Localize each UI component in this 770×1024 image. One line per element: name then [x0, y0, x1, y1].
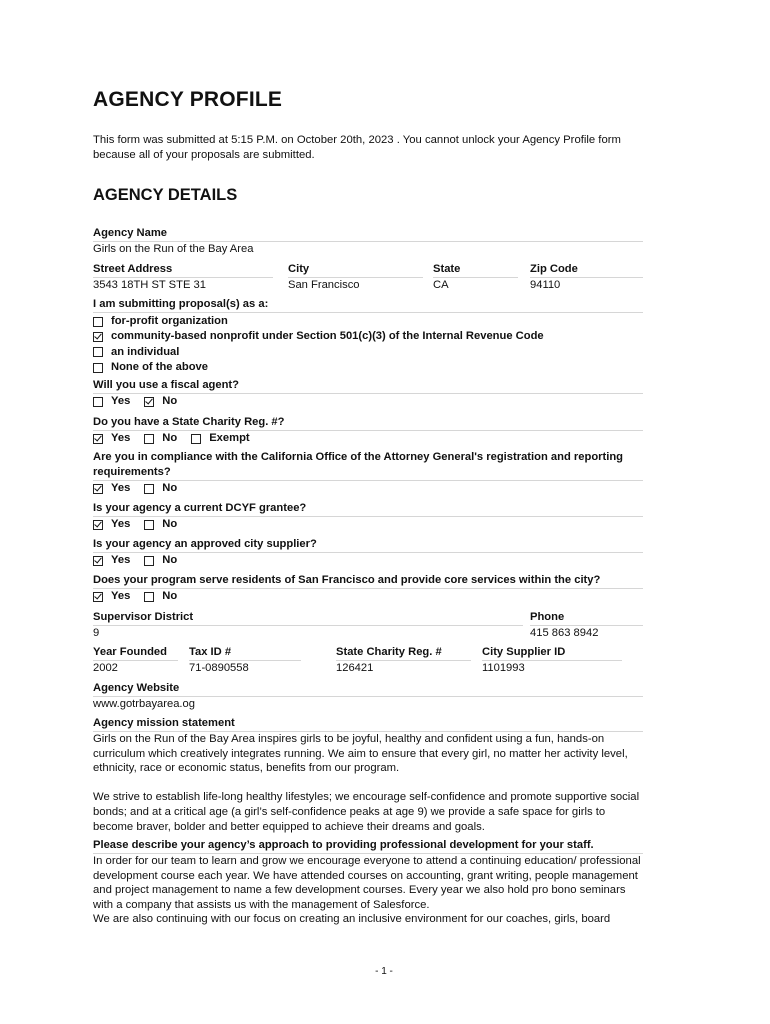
option-yes[interactable] [93, 517, 130, 532]
address-row [93, 262, 643, 294]
option-label: for-profit organization [111, 315, 228, 328]
street-label: Street Address [93, 262, 273, 278]
checkbox-icon [144, 592, 154, 602]
checkbox-icon [93, 592, 103, 602]
option-label: Yes [111, 482, 131, 495]
checkbox-icon [144, 484, 154, 494]
charity-reg-label: State Charity Reg. # [336, 645, 471, 661]
question-dcyf-grantee [93, 501, 643, 532]
option-yes[interactable] [93, 589, 130, 604]
question-charity-reg [93, 415, 643, 446]
question-city-supplier [93, 537, 643, 568]
option-yes[interactable] [93, 481, 130, 496]
city-value: San Francisco [288, 279, 360, 291]
submitting-label: I am submitting proposal(s) as a: [93, 297, 643, 313]
option-label: community-based nonprofit under Section 501(c)(3) of the Internal Revenue Code [111, 330, 544, 343]
ids-row [93, 645, 643, 677]
option-label: No [162, 395, 178, 408]
option-label: Yes [111, 590, 131, 603]
checkbox-icon [93, 363, 103, 373]
option-no[interactable] [144, 589, 177, 604]
district-label: Supervisor District [93, 610, 523, 626]
mission-paragraph: We strive to establish life-long healthy lifestyles; we encourage self-confidence and promote supportive social bonds; and at a critical age (a girl’s self-confidence peaks at age 9) we provide a safe space for girls to become braver, bolder and better equipped to achieve their dreams and goals. [93, 791, 640, 833]
checkbox-icon [93, 520, 103, 530]
supplier-id-value: 1101993 [482, 662, 525, 674]
option-label: Yes [111, 518, 131, 531]
website-label: Agency Website [93, 681, 643, 697]
zip-value: 94110 [530, 279, 561, 291]
zip-label: Zip Code [530, 262, 643, 278]
checkbox-icon [144, 434, 154, 444]
option-label: Yes [111, 554, 131, 567]
document-page [93, 0, 643, 1024]
option-for-profit[interactable] [93, 314, 643, 329]
option-yes[interactable] [93, 431, 130, 446]
question-label: Is your agency an approved city supplier? [93, 537, 643, 553]
option-label: Yes [111, 432, 131, 445]
mission-paragraph: Girls on the Run of the Bay Area inspires girls to be joyful, healthy and confident using a fun, hands-on curriculum which creatively integrates running. We aim to ensure that every girl, no matter her activity level, ethnicity, race or economic status, benefits from our program. [93, 733, 628, 775]
question-serves-sf [93, 573, 643, 604]
tax-id-label: Tax ID # [189, 645, 301, 661]
checkbox-icon [191, 434, 201, 444]
tax-id-value: 71-0890558 [189, 662, 249, 674]
question-ag-compliance [93, 450, 643, 496]
checkbox-icon [93, 556, 103, 566]
charity-reg-value: 126421 [336, 662, 374, 674]
question-label: Is your agency a current DCYF grantee? [93, 501, 643, 517]
option-none[interactable] [93, 360, 643, 375]
option-label: Exempt [209, 432, 250, 445]
option-label: None of the above [111, 361, 208, 374]
option-label: No [162, 518, 178, 531]
option-label: No [162, 554, 178, 567]
question-label: Will you use a fiscal agent? [93, 378, 643, 394]
year-founded-label: Year Founded [93, 645, 178, 661]
checkbox-icon [93, 484, 103, 494]
question-label: Do you have a State Charity Reg. #? [93, 415, 643, 431]
checkbox-icon [93, 434, 103, 444]
option-label: No [162, 482, 178, 495]
checkbox-icon [93, 332, 103, 342]
page-title: AGENCY PROFILE [93, 88, 283, 111]
question-label: Are you in compliance with the California Office of the Attorney General's registration and reporting requirements? [93, 450, 643, 481]
development-paragraph: We are also continuing with our focus on creating an inclusive environment for our coaches, girls, board [93, 913, 611, 926]
option-label: Yes [111, 395, 131, 408]
option-exempt[interactable] [191, 431, 249, 446]
checkbox-icon [93, 317, 103, 327]
agency-name-field [93, 226, 643, 257]
checkbox-icon [93, 347, 103, 357]
checkbox-icon [93, 397, 103, 407]
agency-name-label: Agency Name [93, 226, 643, 242]
agency-name-value: Girls on the Run of the Bay Area [93, 243, 254, 255]
submission-notice: This form was submitted at 5:15 P.M. on October 20th, 2023 . You cannot unlock your Agency Profile form because all of your proposals are submitted. [93, 134, 621, 161]
mission-field [93, 716, 643, 834]
street-value: 3543 18TH ST STE 31 [93, 279, 206, 291]
option-label: No [162, 590, 178, 603]
option-no[interactable] [144, 431, 177, 446]
option-individual[interactable] [93, 345, 643, 360]
development-label: Please describe your agency’s approach to providing professional development for your staff. [93, 838, 643, 854]
option-yes[interactable] [93, 394, 130, 409]
option-label: an individual [111, 345, 180, 358]
option-no[interactable] [144, 394, 177, 409]
question-fiscal-agent [93, 378, 643, 409]
city-label: City [288, 262, 423, 278]
state-label: State [433, 262, 518, 278]
option-nonprofit[interactable] [93, 329, 643, 344]
option-no[interactable] [144, 481, 177, 496]
phone-value: 415 863 8942 [530, 627, 599, 639]
checkbox-icon [144, 520, 154, 530]
option-label: No [162, 432, 178, 445]
option-yes[interactable] [93, 553, 130, 568]
development-paragraph: In order for our team to learn and grow we encourage everyone to attend a continuing education/ professional development course each year. We have attended courses on accounting, grant writing, people management and project management to name a few development courses. Every year we also hold pro bono seminars with a company that assists us with the management of Salesforce. [93, 855, 641, 911]
website-field [93, 681, 643, 712]
option-no[interactable] [144, 553, 177, 568]
section-title: AGENCY DETAILS [93, 186, 238, 204]
year-founded-value: 2002 [93, 662, 118, 674]
option-no[interactable] [144, 517, 177, 532]
district-row [93, 610, 643, 642]
state-value: CA [433, 279, 449, 291]
checkbox-icon [144, 397, 154, 407]
development-field [93, 838, 643, 927]
website-value: www.gotrbayarea.og [93, 698, 195, 710]
checkbox-icon [144, 556, 154, 566]
phone-label: Phone [530, 610, 643, 626]
question-label: Does your program serve residents of San Francisco and provide core services within the city? [93, 573, 643, 589]
mission-label: Agency mission statement [93, 716, 643, 732]
submitting-field [93, 297, 643, 375]
supplier-id-label: City Supplier ID [482, 645, 622, 661]
page-number: - 1 - [375, 966, 393, 977]
district-value: 9 [93, 627, 100, 639]
